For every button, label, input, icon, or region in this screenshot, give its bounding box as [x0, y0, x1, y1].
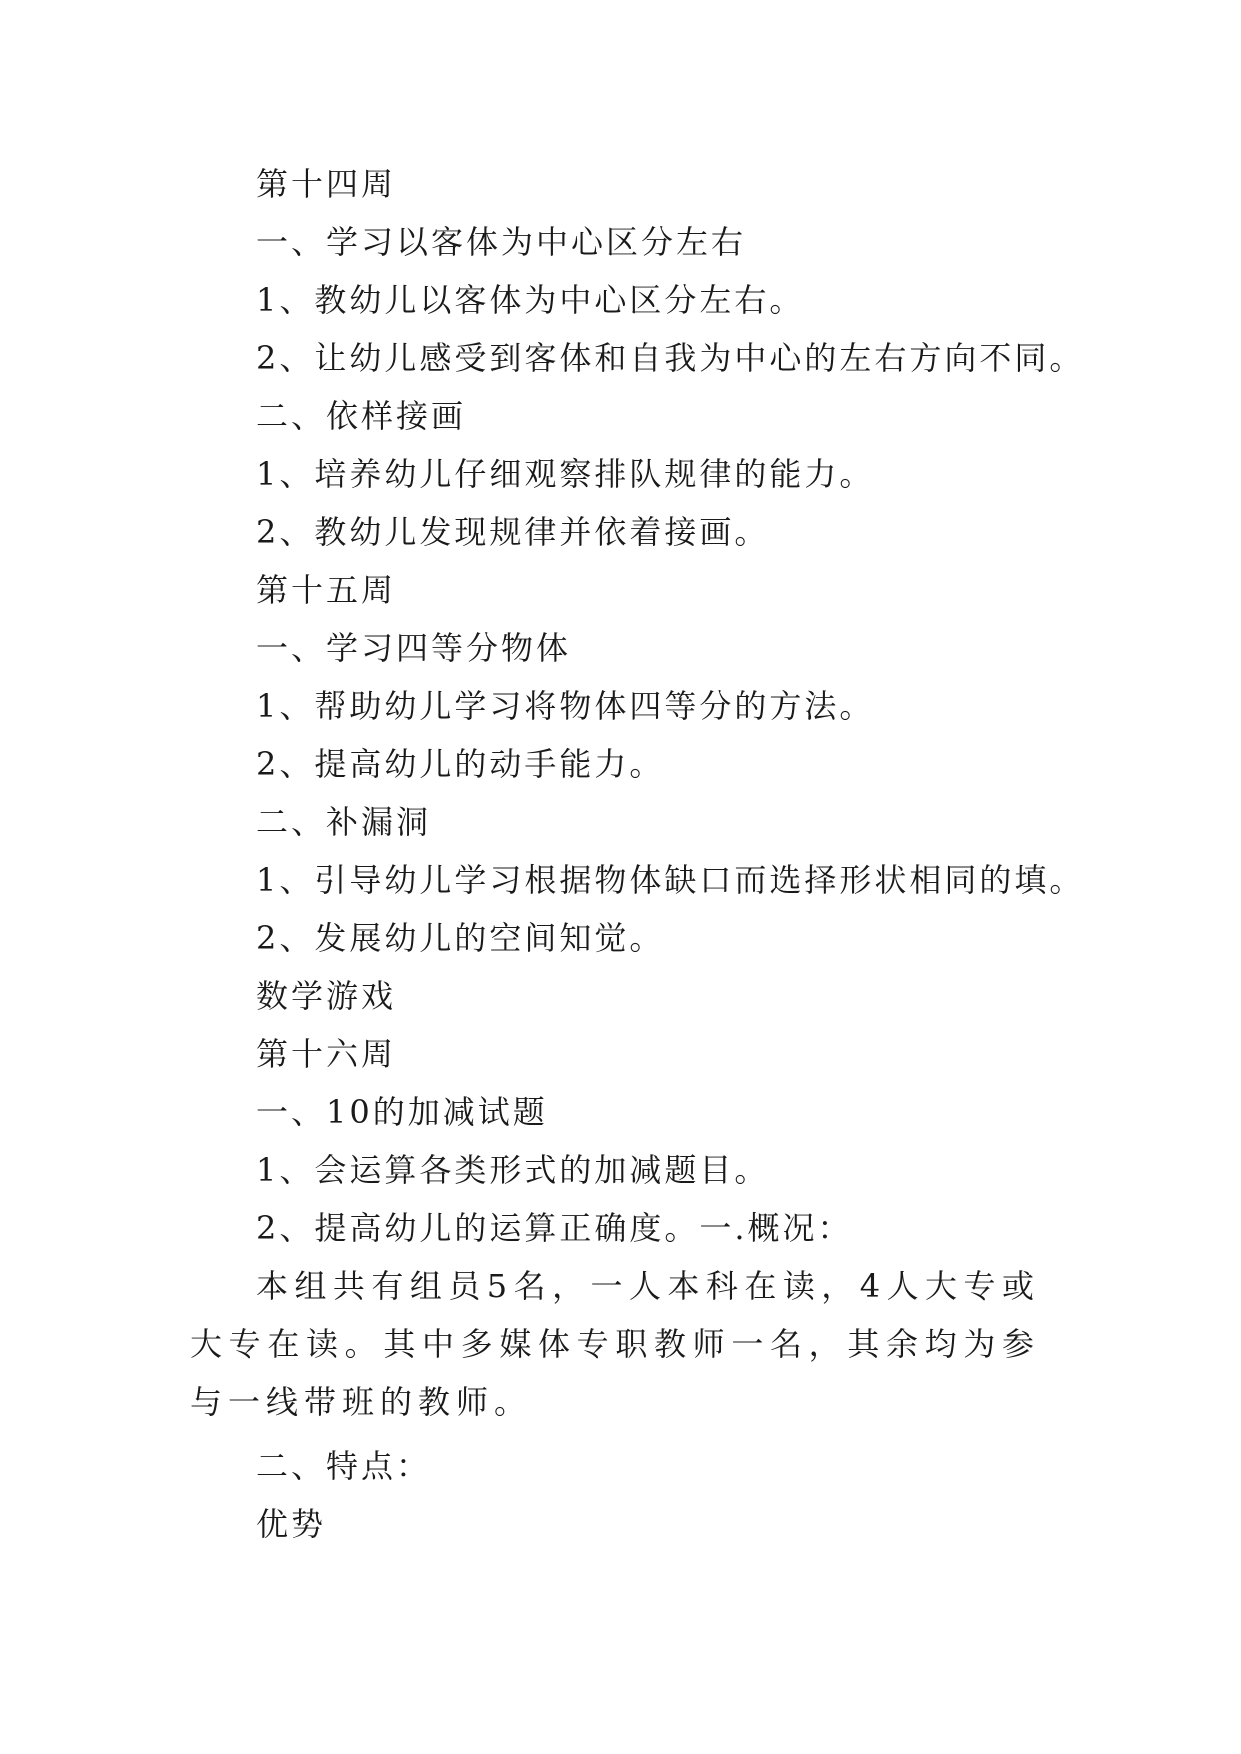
- list-item: 2、提高幼儿的运算正确度。一.概况：: [256, 1209, 853, 1247]
- section-heading: 二、补漏洞: [256, 803, 432, 841]
- list-item: 1、帮助幼儿学习将物体四等分的方法。: [256, 687, 875, 725]
- topic-heading: 数学游戏: [256, 977, 397, 1015]
- list-item: 2、让幼儿感受到客体和自我为中心的左右方向不同。: [256, 339, 1085, 377]
- list-item: 2、发展幼儿的空间知觉。: [256, 919, 665, 957]
- week-heading: 第十六周: [256, 1035, 397, 1073]
- list-item: 1、会运算各类形式的加减题目。: [256, 1151, 770, 1189]
- overview-paragraph: 本组共有组员5名，一人本科在读，4人大专或大专在读。其中多媒体专职教师一名，其余均为参与一线带班的教师。: [190, 1267, 1040, 1421]
- list-item: 1、培养幼儿仔细观察排队规律的能力。: [256, 455, 875, 493]
- list-item: 1、教幼儿以客体为中心区分左右。: [256, 281, 805, 319]
- list-item: 1、引导幼儿学习根据物体缺口而选择形状相同的填。: [256, 861, 1085, 899]
- section-heading: 二、依样接画: [256, 397, 467, 435]
- week-heading: 第十四周: [256, 165, 397, 203]
- section-heading: 一、学习四等分物体: [256, 629, 572, 667]
- section-heading: 一、10的加减试题: [256, 1093, 548, 1131]
- list-item: 2、教幼儿发现规律并依着接画。: [256, 513, 770, 551]
- week-heading: 第十五周: [256, 571, 397, 609]
- list-item: 2、提高幼儿的动手能力。: [256, 745, 665, 783]
- section-heading: 一、学习以客体为中心区分左右: [256, 223, 747, 261]
- section-heading: 二、特点：: [256, 1447, 432, 1485]
- subheading: 优势: [256, 1505, 327, 1543]
- document-body: [190, 155, 1085, 1553]
